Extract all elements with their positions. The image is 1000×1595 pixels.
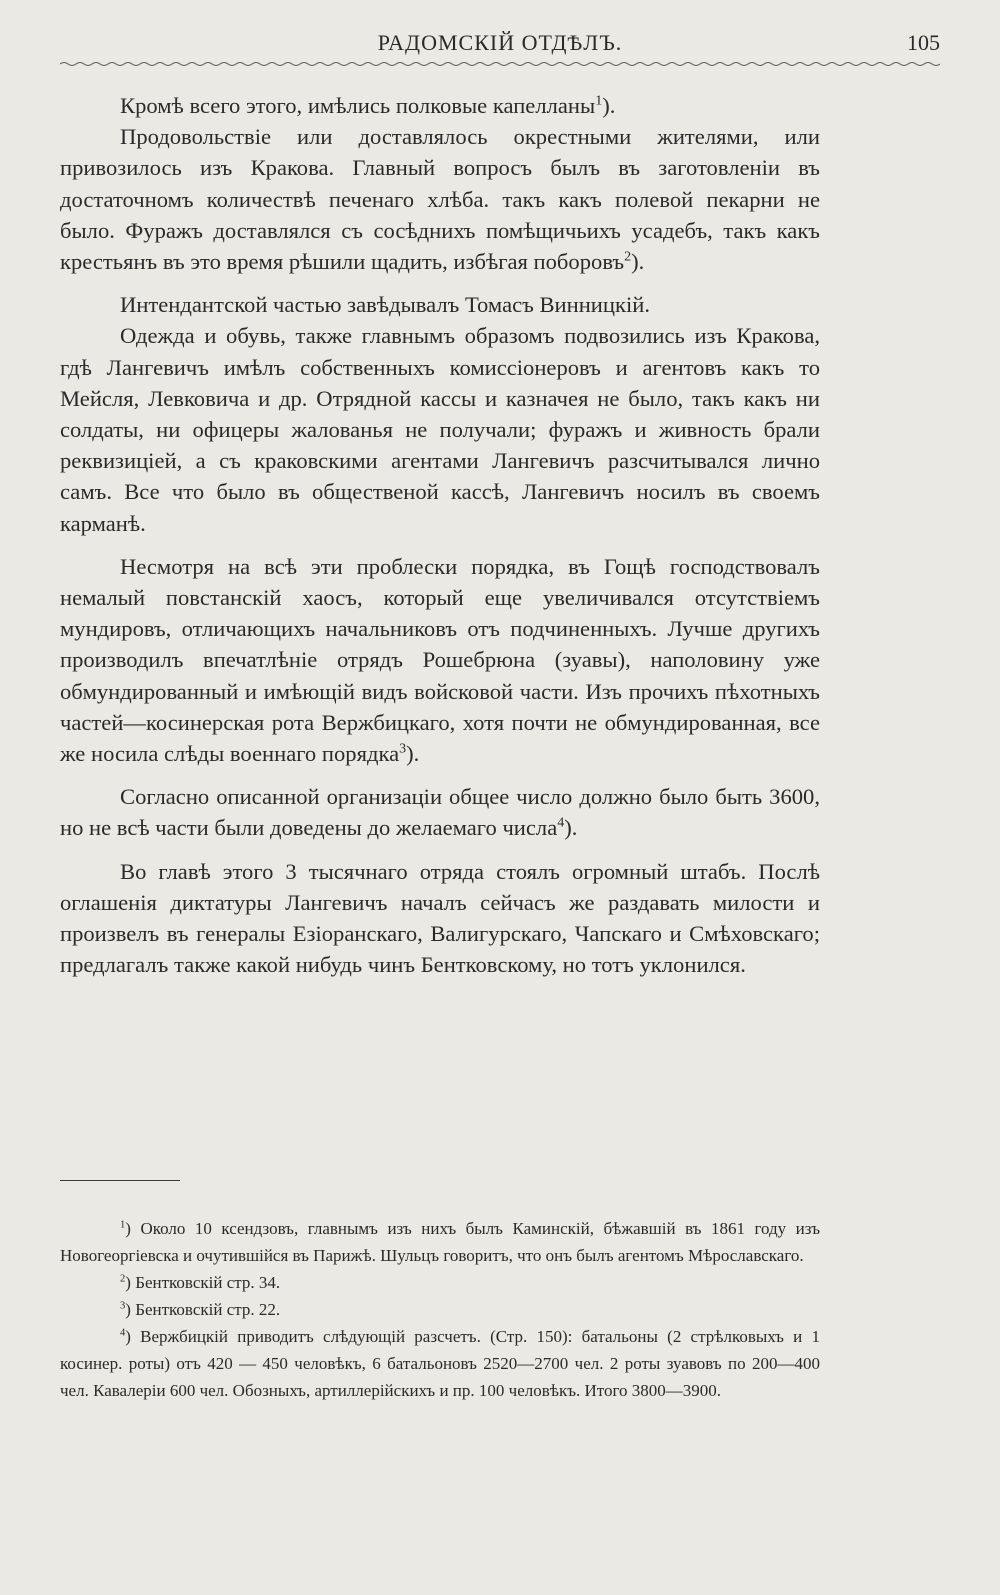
paragraph-text: Одежда и обувь, также главнымъ образомъ подвозились изъ Кракова, гдѣ Лангевичъ имѣлъ собственныхъ комиссіонеровъ и агентовъ какъ то Мейсля, Левковича и др. Отрядной кассы и казначея не было, такъ какъ ни солдаты, ни офицеры жалованья не получали; фуражъ и живность брали реквизиціей, а съ краковскими агентами Лангевичъ разсчитывался лично самъ. Все что было въ общественой кассѣ, Лангевичъ носилъ въ своемъ карманѣ.	[60, 323, 820, 536]
paragraph	[60, 781, 820, 843]
footnote-mark: 2	[120, 1273, 126, 1285]
footnote-mark: 3	[120, 1300, 126, 1312]
paragraph	[60, 90, 820, 121]
footnote-text: Вержбицкій приводитъ слѣдующій разсчетъ. (Стр. 150): батальоны (2 стрѣлковыхъ и 1 косинер. роты) отъ 420 — 450 человѣкъ, 6 батальоновъ 2520—2700 чел. 2 роты зуавовъ по 200—400 чел. Кавалеріи 600 чел. Обозныхъ, артиллерійскихъ и пр. 100 человѣкъ. Итого 3800—3900.	[60, 1327, 820, 1400]
paragraph-text: Интендантской частью завѣдывалъ Томасъ Винницкій.	[120, 292, 650, 318]
footnote-text: Около 10 ксендзовъ, главнымъ изъ нихъ былъ Каминскій, бѣжавшій въ 1861 году изъ Новогеоргіевска и очутившійся въ Парижѣ. Шульцъ говоритъ, что онъ былъ агентомъ Мѣрославскаго.	[60, 1219, 820, 1265]
paragraph	[60, 551, 820, 769]
paragraph	[60, 320, 820, 538]
footnote-ref: 3	[399, 741, 407, 757]
footnote: $^3$) Бентковскій стр. 22.	[120, 1300, 281, 1319]
paragraph-tail: ).	[631, 249, 645, 275]
footnote-text: Бентковскій стр. 22.	[135, 1300, 281, 1319]
footnotes	[60, 1215, 820, 1404]
paragraph-text: Во главѣ этого 3 тысячнаго отряда стоялъ огромный штабъ. Послѣ оглашенія диктатуры Лангевичъ началъ сейчасъ же раздавать милости и произвелъ въ генералы Езіоранскаго, Валигурскаго, Чапскаго и Смѣховскаго; предлагалъ также какой нибудь чинъ Бентковскому, но тотъ уклонился.	[60, 858, 820, 978]
paragraph-text: Согласно описанной организаціи общее число должно было быть 3600, но не всѣ части были доведены до желаемаго числа	[60, 784, 820, 841]
paragraph-tail: ).	[564, 815, 578, 841]
page-header	[60, 28, 940, 68]
paragraph-text: Кромѣ всего этого, имѣлись полковые капелланы	[120, 93, 596, 118]
footnote-ref: 1	[595, 93, 603, 109]
footnote-mark: 4	[120, 1327, 126, 1339]
paragraph	[60, 856, 820, 981]
footnote-separator	[60, 1180, 180, 1181]
paragraph-tail: ).	[406, 741, 420, 767]
footnote-ref: 2	[624, 249, 632, 265]
running-title: РАДОМСКІЙ ОТДѢЛЪ.	[377, 30, 623, 55]
paragraph-tail: ).	[602, 93, 616, 118]
footnote-mark: 1	[120, 1219, 126, 1231]
paragraph	[60, 121, 820, 277]
footnote: $^1$) Около 10 ксендзовъ, главнымъ изъ нихъ былъ Каминскій, бѣжавшій въ 1861 году изъ Новогеоргіевска и очутившійся въ Парижѣ. Шульцъ говоритъ, что онъ былъ агентомъ Мѣрославскаго.	[60, 1219, 820, 1265]
footnote: $^2$) Бентковскій стр. 34.	[120, 1273, 281, 1292]
footnote-text: Бентковскій стр. 34.	[135, 1273, 281, 1292]
body-text	[60, 90, 820, 980]
paragraph-text: Несмотря на всѣ эти проблески порядка, въ Гощѣ господствовалъ немалый повстанскій хаосъ, который еще увеличивался отсутствіемъ мундировъ, отличающихъ начальниковъ отъ подчиненныхъ. Лучше другихъ производилъ впечатлѣніе отрядъ Рошебрюна (зуавы), наполовину уже обмундированный и имѣющій видъ войсковой части. Изъ прочихъ пѣхотныхъ частей—косинерская рота Вержбицкаго, хотя почти не обмундированная, все же носила слѣды военнаго порядка	[60, 553, 820, 767]
footnote: $^4$) Вержбицкій приводитъ слѣдующій разсчетъ. (Стр. 150): батальоны (2 стрѣлковыхъ и 1 косинер. роты) отъ 420 — 450 человѣкъ, 6 батальоновъ 2520—2700 чел. 2 роты зуавовъ по 200—400 чел. Кавалеріи 600 чел. Обозныхъ, артиллерійскихъ и пр. 100 человѣкъ. Итого 3800—3900.	[60, 1327, 820, 1400]
wavy-header-rule	[60, 60, 940, 68]
page-number: 105	[907, 30, 940, 55]
paragraph-text: Продовольствіе или доставлялось окрестными жителями, или привозилось изъ Кракова. Главный вопросъ былъ въ заготовленіи въ достаточномъ количествѣ печенаго хлѣба. такъ какъ полевой пекарни не было. Фуражъ доставлялся съ сосѣднихъ помѣщичьихъ усадебъ, такъ какъ крестьянъ въ это время рѣшили щадить, избѣгая поборовъ	[60, 124, 820, 275]
footnote-ref: 4	[557, 815, 565, 831]
paragraph	[60, 289, 820, 320]
